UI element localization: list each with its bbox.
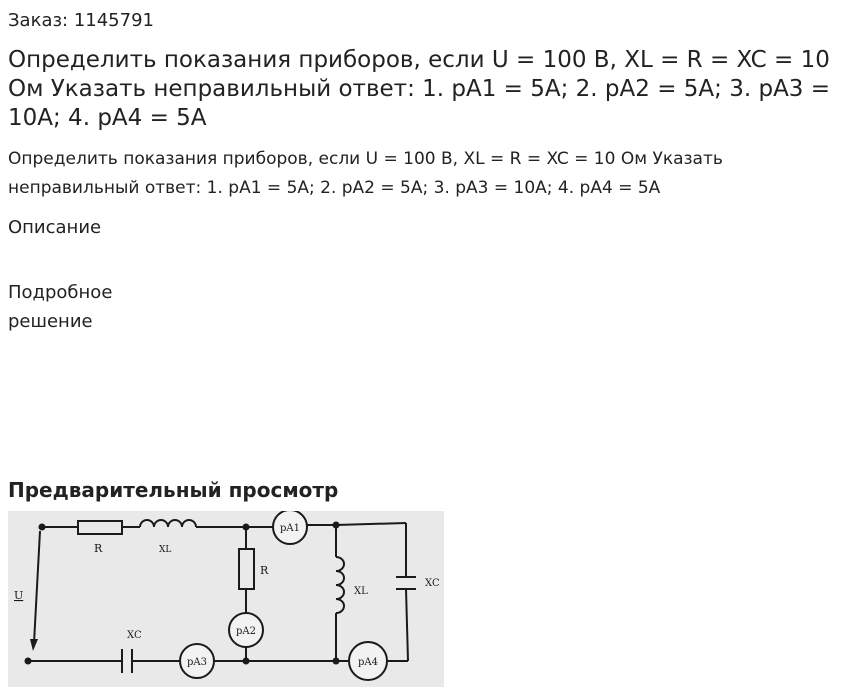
order-number: Заказ: 1145791 — [8, 10, 154, 31]
label-xc-right: XC — [425, 578, 440, 589]
label-xl-top: XL — [159, 545, 172, 555]
label-pa3: pA3 — [187, 657, 207, 668]
circuit-diagram — [8, 511, 444, 687]
detailed-solution-label: Подробное решение — [8, 282, 113, 332]
description-section-label: Описание — [8, 217, 102, 238]
label-pa2: pA2 — [236, 626, 256, 637]
page-title: Определить показания приборов, если U = 100 В, XL = R = XC = 10 Ом Указать неправильный ответ: 1. pA1 = 5A; 2. pA2 = 5A; 3. pA3 = 10A; 4. pA4 = 5A — [8, 47, 831, 131]
preview-image — [8, 511, 444, 687]
label-xl-right: XL — [354, 586, 368, 597]
label-xc-bottom: XC — [127, 630, 142, 641]
label-pa4: pA4 — [358, 657, 378, 668]
label-r-top: R — [94, 542, 103, 555]
preview-heading: Предварительный просмотр — [8, 478, 339, 502]
label-r-mid: R — [260, 564, 269, 577]
description-text: Определить показания приборов, если U = 100 В, XL = R = XC = 10 Ом Указать неправильный ответ: 1. pA1 = 5A; 2. pA2 = 5A; 3. pA3 = 10A; 4. pA4 = 5A — [8, 149, 723, 198]
label-u: U — [14, 589, 24, 602]
label-pa1: pA1 — [280, 523, 300, 534]
